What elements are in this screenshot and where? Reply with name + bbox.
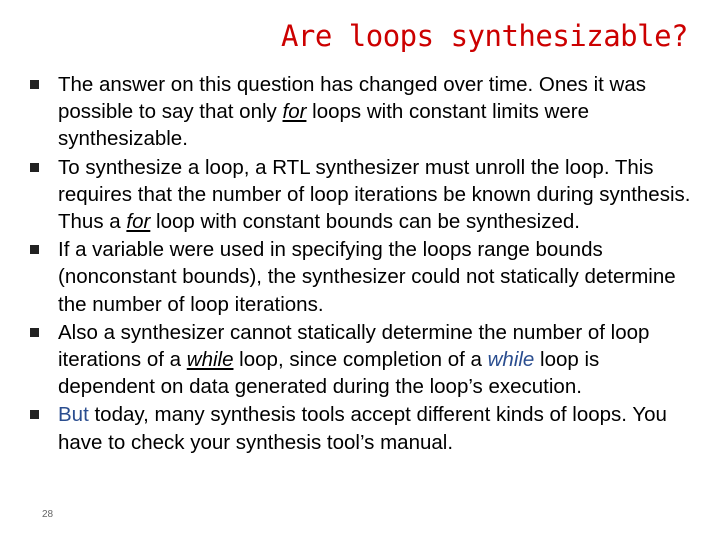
bullet-text: To synthesize a loop, a RTL synthesizer must unroll the loop. This requires that the number of loop iterations be known during synthesis. Thus a bbox=[58, 155, 691, 234]
bullet-text: The answer on this question has changed over time. Ones it was possible to say that only bbox=[58, 73, 646, 124]
bullet-text: Also a synthesizer cannot statically determine the number of loop iterations of a bbox=[58, 320, 650, 372]
bullet-text: loop with constant bounds can be synthesized. bbox=[150, 210, 580, 234]
bullet-text: today, many synthesis tools accept different kinds of loops. You have to check your synthesis tool’s manual. bbox=[58, 403, 667, 454]
keyword-while: while bbox=[186, 348, 234, 372]
bullet-text: loop, since completion of a bbox=[233, 348, 488, 372]
bullet-text: loop is dependent on data generated during the loop’s execution. bbox=[58, 348, 600, 399]
square-bullet-icon bbox=[30, 245, 39, 254]
keyword-while: while bbox=[487, 348, 535, 372]
bullet-item-1 bbox=[0, 71, 720, 153]
slide-title: Are loops synthesizable? bbox=[280, 19, 688, 53]
bullet-text: If a variable were used in specifying the loops range bounds (nonconstant bounds), the synthesizer could not statically determine the number of loop iterations. bbox=[58, 238, 676, 316]
bullet-item-5 bbox=[0, 401, 720, 455]
square-bullet-icon bbox=[30, 328, 39, 337]
bullet-item-4 bbox=[0, 319, 720, 401]
square-bullet-icon bbox=[30, 163, 39, 172]
keyword-for: for bbox=[282, 100, 307, 124]
bullet-lead-word: But bbox=[58, 403, 89, 427]
bullet-text: loops with constant limits were synthesizable. bbox=[58, 100, 589, 151]
bullet-list bbox=[0, 71, 720, 457]
bullet-item-2 bbox=[0, 154, 720, 236]
keyword-for: for bbox=[126, 210, 151, 234]
square-bullet-icon bbox=[30, 410, 39, 419]
bullet-item-3 bbox=[0, 236, 720, 318]
page-number: 28 bbox=[42, 509, 54, 520]
square-bullet-icon bbox=[30, 80, 39, 89]
